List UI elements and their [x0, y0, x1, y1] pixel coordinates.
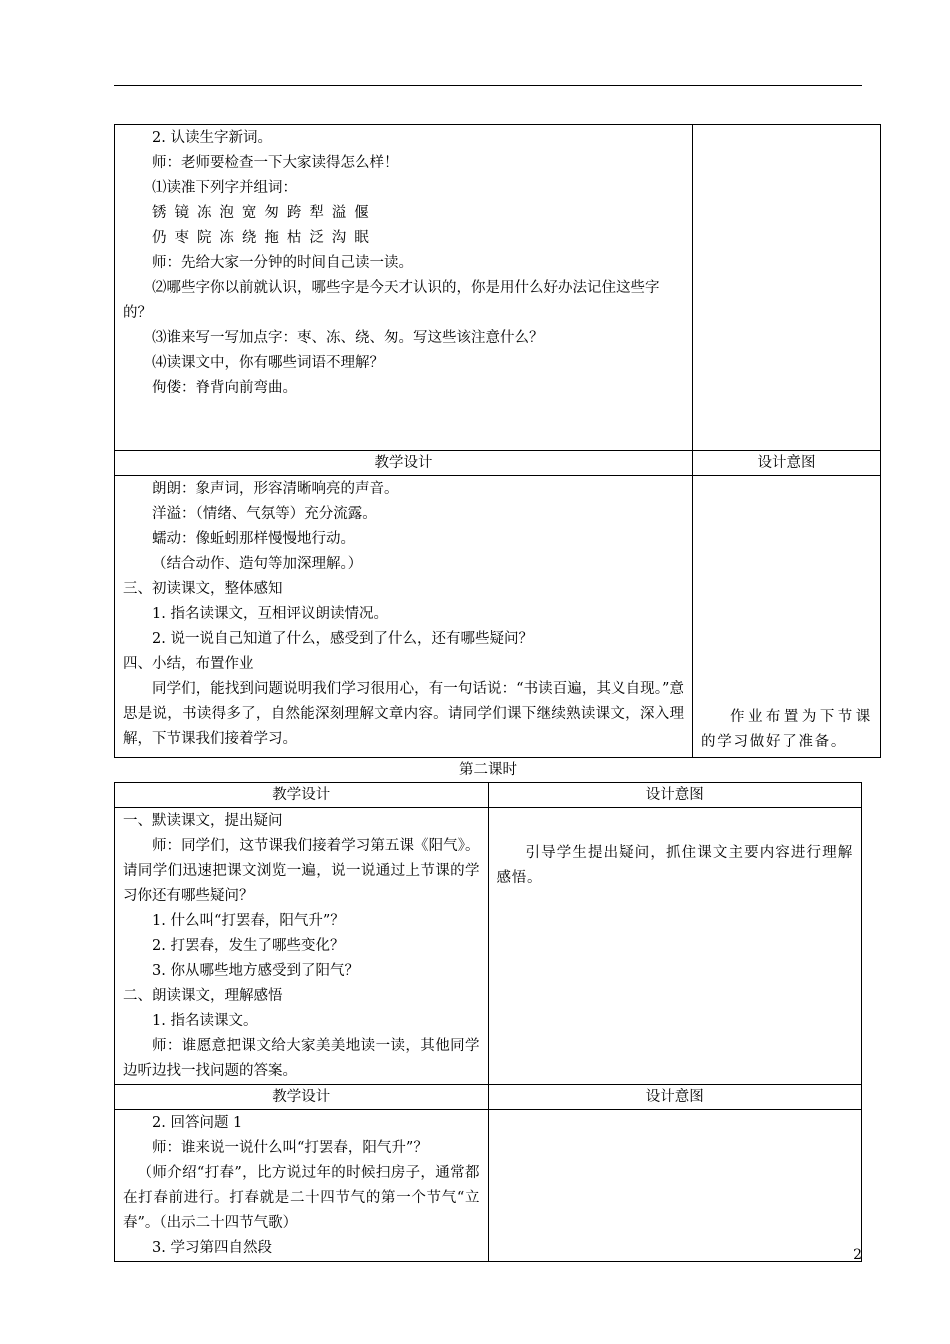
- design-cell: [115, 1110, 489, 1262]
- text-line: ⑷读课文中，你有哪些词语不理解？: [152, 355, 384, 371]
- text-line: 朗朗：象声词，形容清晰响亮的声音。: [152, 481, 399, 497]
- section-heading: 一、默读课文，提出疑问: [123, 813, 283, 829]
- header-design: 教学设计: [115, 783, 489, 808]
- design-cell: [115, 125, 693, 451]
- character-list: 仍枣院冻绕拖枯泛沟眠: [152, 230, 377, 246]
- text-paragraph: 师：同学们，这节课我们接着学习第五课《阳气》。请同学们迅速把课文浏览一遍，说一说通过上节课的学习你还有哪些疑问？: [123, 838, 480, 904]
- intent-cell: [488, 1110, 862, 1262]
- table-row: [115, 808, 862, 1085]
- text-line: 2. 说一说自己知道了什么，感受到了什么，还有哪些疑问？: [152, 631, 533, 647]
- header-design: 教学设计: [115, 1085, 489, 1110]
- text-line: 3. 你从哪些地方感受到了阳气？: [152, 963, 359, 979]
- text-line: 2. 回答问题 1: [152, 1115, 243, 1131]
- intent-cell: [693, 125, 881, 451]
- character-list: 锈镜冻泡宽匆跨犁溢偃: [152, 205, 377, 221]
- text-line: 1. 指名读课文，互相评议朗读情况。: [152, 606, 388, 622]
- section-heading: 四、小结，布置作业: [123, 656, 254, 672]
- table-header-row: [115, 451, 881, 476]
- text-line: 蠕动：像蚯蚓那样慢慢地行动。: [152, 531, 355, 547]
- intent-text: 作业布置为下节课的学习做好了准备。: [701, 709, 872, 750]
- text-line: 师：先给大家一分钟的时间自己读一读。: [152, 255, 413, 271]
- header-rule: [114, 85, 862, 86]
- page-number: 2: [853, 1247, 862, 1263]
- table-header-row: [115, 1085, 862, 1110]
- header-intent: 设计意图: [488, 783, 862, 808]
- text-line: 3. 学习第四自然段: [152, 1240, 272, 1256]
- text-line: ⑴读准下列字并组词：: [152, 180, 297, 196]
- text-line: 1. 指名读课文。: [152, 1013, 258, 1029]
- text-line: 洋溢：（情绪、气氛等）充分流露。: [152, 506, 377, 522]
- header-design: 教学设计: [115, 451, 693, 476]
- intent-text: 引导学生提出疑问，抓住课文主要内容进行理解感悟。: [496, 845, 853, 886]
- text-line: ⑶谁来写一写加点字：枣、冻、绕、匆。写这些该注意什么？: [152, 330, 544, 346]
- table-row: [115, 476, 881, 758]
- text-line: 师：老师要检查一下大家读得怎么样！: [152, 155, 399, 171]
- text-paragraph: 同学们，能找到问题说明我们学习很用心，有一句话说：“书读百遍，其义自现。”意思是说，书读得多了，自然能深刻理解文章内容。请同学们课下继续熟读课文，深入理解，下节课我们接着学习。: [123, 681, 684, 747]
- table-header-row: [115, 783, 862, 808]
- text-line: ⑵哪些字你以前就认识，哪些字是今天才认识的，你是用什么好办法记住这些字的？: [123, 280, 660, 321]
- header-intent: 设计意图: [488, 1085, 862, 1110]
- design-cell: [115, 476, 693, 758]
- table-row: [115, 125, 881, 451]
- section-heading: 三、初读课文，整体感知: [123, 581, 283, 597]
- design-cell: [115, 808, 489, 1085]
- intent-cell: [693, 476, 881, 758]
- lesson-table-2: [114, 782, 862, 1262]
- text-line: 2. 认读生字新词。: [152, 130, 272, 146]
- text-line: 1. 什么叫“打罢春，阳气升”？: [152, 913, 345, 929]
- lesson-section-title: 第二课时: [459, 762, 517, 778]
- header-intent: 设计意图: [693, 451, 881, 476]
- text-paragraph: （师介绍“打春”，比方说过年的时候扫房子，通常都在打春前进行。打春就是二十四节气的第一个节气“立春”。（出示二十四节气歌）: [123, 1165, 480, 1231]
- text-line: 师：谁来说一说什么叫“打罢春，阳气升”？: [152, 1140, 428, 1156]
- text-line: （结合动作、造句等加深理解。）: [152, 556, 363, 572]
- section-heading: 二、朗读课文，理解感悟: [123, 988, 283, 1004]
- text-line: 佝偻：脊背向前弯曲。: [152, 380, 297, 396]
- lesson-table-1: [114, 124, 881, 758]
- table-row: [115, 1110, 862, 1262]
- text-line: 2. 打罢春，发生了哪些变化？: [152, 938, 345, 954]
- text-paragraph: 师：谁愿意把课文给大家美美地读一读，其他同学边听边找一找问题的答案。: [123, 1038, 480, 1079]
- intent-cell: [488, 808, 862, 1085]
